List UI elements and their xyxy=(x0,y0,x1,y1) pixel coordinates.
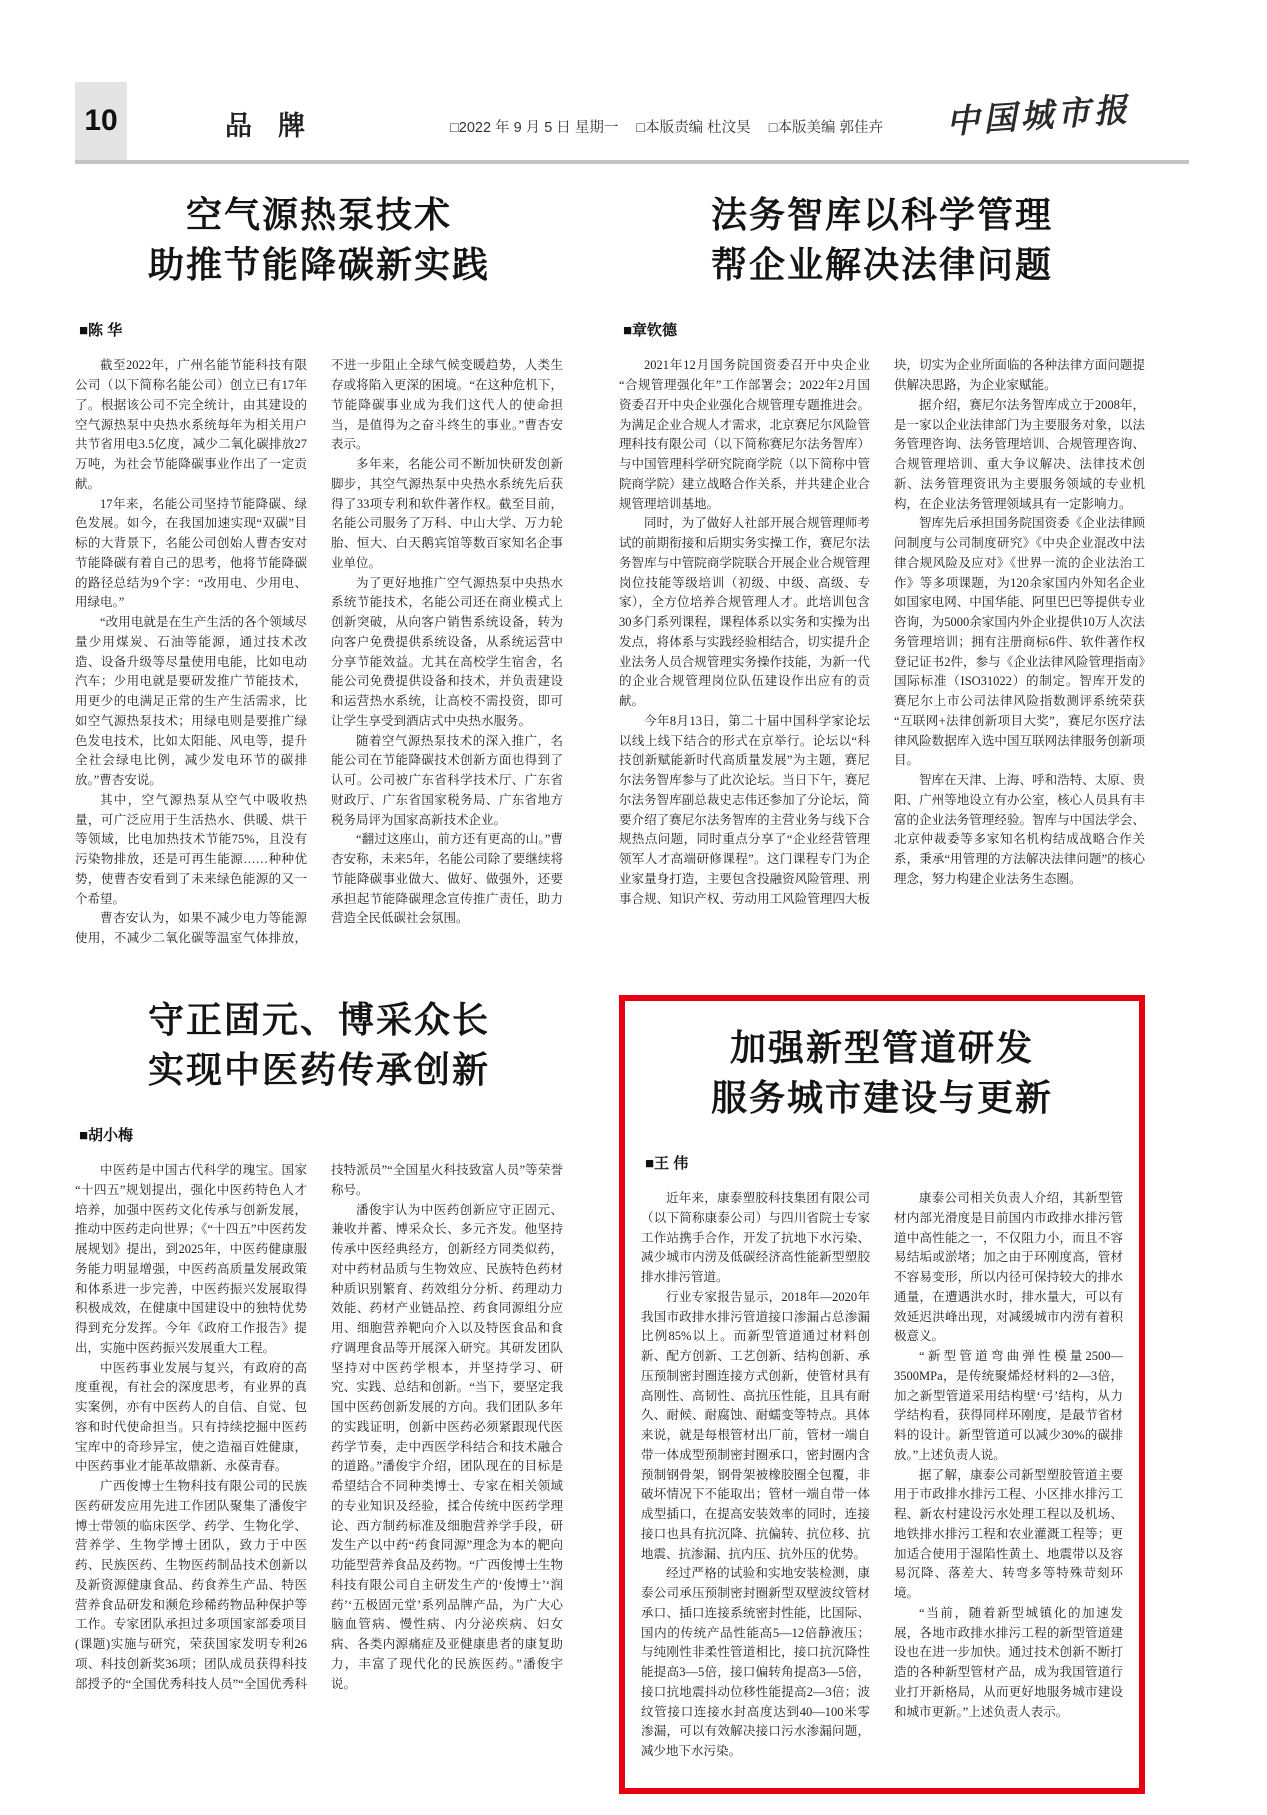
paragraph: 中医药事业发展与复兴，有政府的高度重视，有社会的深度思考，有业界的真实案例，亦有中医药人的自信、自觉、包容和时代使命担当。只有持续挖掘中医药宝库中的奇珍异宝，使之造福百姓健康，中医药事业才能革故鼎新、永葆青春。 xyxy=(75,1360,307,1474)
paragraph: 2021年12月国务院国资委召开中央企业“合规管理强化年”工作部署会；2022年2月国资委召开中央企业强化合规管理专题推进会。为满足企业合规人才需求，北京赛尼尔风险管理科技有限公司（以下简称赛尼尔法务智库）与中国管理科学研究院商学院（以下简称中管院商学院）建立战略合作关系，并共建企业合规管理培训基地。 xyxy=(619,358,870,511)
title-line: 守正固元、博采众长 xyxy=(147,998,490,1040)
paragraph: 智库先后承担国务院国资委《企业法律顾问制度与公司制度研究》《中央企业混改中法律合规风险及应对》《世界一流的企业法治工作》等多项课题，为120余家国内外知名企业如国家电网、中国华能、阿里巴巴等提供专业咨询，为5000余家国内外企业提供10万人次法务管理培训；拥有注册商标6件、软件著作权登记证书2件，参与《企业法律风险管理指南》国际标准（ISO31022）的制定。智库开发的赛尼尔上市公司法律风险指数测评系统荣获“互联网+法律创新项目大奖”，赛尼尔医疗法律风险数据库入选中国互联网法律服务创新项目。 xyxy=(894,516,1145,768)
paragraph: 据介绍，赛尼尔法务智库成立于2008年，是一家以企业法律部门为主要服务对象，以法务管理咨询、法务管理培训、合规管理咨询、合规管理培训、重大争议解决、法律技术创新、法务管理资讯为主要服务领域的专业机构，在企业法务管理领域具有一定影响力。 xyxy=(894,397,1145,511)
article-body xyxy=(641,1189,1123,1762)
byline: ■王 伟 xyxy=(645,1155,689,1173)
paragraph: 康泰公司相关负责人介绍，其新型管材内部光滑度是目前国内市政排水排污管道中高性能之一，不仅阻力小，而且不容易结垢或淤堵；加之由于环刚度高，管材不容易变形，所以内径可保持较大的排水通量，在遭遇洪水时，排水量大，可以有效延迟洪峰出现，对减缓城市内涝有着积极意义。 xyxy=(894,1191,1123,1344)
title-line: 加强新型管道研发 xyxy=(729,1026,1034,1068)
paragraph: 17年来，名能公司坚持节能降碳、绿色发展。如今，在我国加速实现“双碳”目标的大背景下，名能公司创始人曹杏安对节能降碳有着自己的思考，他将节能降碳的路径总结为9个字：“改用电、少用电、用绿电。” xyxy=(75,496,307,610)
byline: ■胡小梅 xyxy=(79,1127,134,1145)
paragraph: 同时，为了做好人社部开展合规管理师考试的前期衔接和后期实务实操工作，赛尼尔法务智库与中管院商学院联合开展企业合规管理岗位技能等级培训（初级、中级、高级、专家），全方位培养合规管理人才。此培训包含30多门系列课程，课程体系以实务和实操为出发点，将体系与实践经验相结合，切实提升企业法务人员合规管理实务操作技能，为新一代的企业合规管理岗位队伍建设作出应有的贡献。 xyxy=(619,516,870,709)
article-title xyxy=(619,190,1145,289)
page-editor: □本版责编 杜汶昊 xyxy=(636,120,751,136)
paragraph: 多年来，名能公司不断加快研发创新脚步，其空气源热泵中央热水系统先后获得了33项专利和软件著作权。截至目前，名能公司服务了万科、中山大学、万力轮胎、恒大、白天鹅宾馆等数百家知名企事业单位。 xyxy=(331,457,563,570)
article-new-pipeline-highlighted xyxy=(619,995,1145,1794)
top-section xyxy=(75,190,1189,949)
paragraph: 经过严格的试验和实地安装检测，康泰公司承压预制密封圈新型双壁波纹管材承口、插口连接系统密封性能，比国际、国内的传统产品性能高5—12倍静液压；与纯刚性非柔性管道相比，接口抗沉降性能提高3—5倍，接口偏转角提高3—5倍，接口抗地震抖动位移性能提高2—3倍；波纹管接口连接水封高度达到40—100米零渗漏，可以有效解决接口污水渗漏问题，减少地下水污染。 xyxy=(641,1566,870,1759)
section-title: 品牌 xyxy=(225,111,331,141)
paragraph: 随着空气源热泵技术的深入推广，名能公司在节能降碳技术创新方面也得到了认可。公司被广东省科学技术厅、广东省财政厅、广东省国家税务局、广东省地方税务局评为国家高新技术企业。 xyxy=(331,733,563,827)
article-body xyxy=(75,356,563,949)
article-heat-pump xyxy=(75,190,563,949)
title-line: 服务城市建设与更新 xyxy=(710,1076,1053,1118)
dateline xyxy=(450,116,897,137)
paragraph: 中医药是中国古代科学的瑰宝。国家“十四五”规划提出，强化中医药特色人才培养，加强中医药文化传承与创新发展，推动中医药走向世界；《“十四五”中医药发展规划》提出，到2025年，中医药健康服务能力明显增强，中医药高质量发展政策和体系进一步完善，中医药振兴发展取得积极成效，在健康中国建设中的独特优势得到充分发挥。今年《政府工作报告》提出，实施中医药振兴发展重大工程。 xyxy=(75,1163,307,1355)
article-legal-thinktank xyxy=(619,190,1145,909)
article-title xyxy=(75,995,563,1094)
paragraph: 为了更好地推广空气源热泵中央热水系统节能技术，名能公司还在商业模式上创新突破，从向客户销售系统设备，转为向客户免费提供系统设备，从系统运营中分享节能效益。尤其在高校学生宿舍，名能公司免费提供设备和技术，并负责建设和运营热水系统，让高校不需投资，即可让学生享受到酒店式中央热水服务。 xyxy=(331,575,563,728)
paragraph: 潘俊宇认为中医药创新应守正固元、兼收并蓄、博采众长、多元齐发。他坚持传承中医经典经方，创新经方同类似药，对中药材品质与生物效应、民族特色药材种质识别繁育、药效组分分析、药理动力效能、药材产业链品控、药食同源组分应用、细胞营养靶向介入以及特医食品和食疗调理食品等开展深入研究。其研发团队坚持对中医药学根本，并坚持学习、研究、实践、总结和创新。“当下，要坚定我国中医药创新发展的方向。我们团队多年的实践证明，创新中医药必须紧跟现代医药学节奏，走中西医学科结合和技术融合的道路。”潘俊宇介绍，团队现在的目标是希望结合不同种类博士、专家在相关领域的专业知识及经验，揉合传统中医药学理论、西方制药标准及细胞营养学手段，研发生产以中药“药食同源”理念为本的靶向功能型营养食品及药物。“广西俊博士生物科技有限公司自主研发生产的‘俊博士’‘润药’‘五极固元堂’系列品牌产品，为广大心脑血管病、慢性病、内分泌疾病、妇女病、各类内源痛症及亚健康患者的康复助力，丰富了现代化的民族医药。”潘俊宇说。 xyxy=(331,1202,563,1691)
publish-date: □2022 年 9 月 5 日 星期一 xyxy=(450,120,619,136)
paragraph: 智库在天津、上海、呼和浩特、太原、贵阳、广州等地设立有办公室，核心人员具有丰富的企业法务管理经验。智库与中国法学会、北京仲裁委等多家知名机构结成战略合作关系，秉承“用管理的方法解决法律问题”的核心理念，努力构建企业法务生态圈。 xyxy=(894,773,1145,886)
article-tcm-innovation xyxy=(75,995,563,1695)
paragraph: 今年8月13日，第二十届中国科学家论坛以线上线下结合的形式在京举行。论坛以“科技创新赋能新时代高质量发展”为主题，赛尼尔法务智库参与了此次论坛。当日下午，赛尼尔法务智库副总裁史志伟还参加了分论坛，简要介绍了赛尼尔法务智库的主营业务与线下合规热点问题，同时重点分享了“企业经营管理领军人才高端研修课程”。这门课程专门为企业家量身打造，主要包含投融资风险管理、刑事合规、知识产权、劳动用工风险管理四大板块，切实为企业所面临的各种法律方面问题提供解决思路，为企业家赋能。 xyxy=(619,358,1145,906)
paragraph: 曹杏安认为，如果不减少电力等能源使用，不减少二氧化碳等温室气体排放，不进一步阻止全球气候变暖趋势，人类生存或将陷入更深的困境。“在这种危机下，节能降碳事业成为我们这代人的使命担当，是值得为之奋斗终生的事业。”曹杏安表示。 xyxy=(75,358,563,946)
paragraph: 广西俊博士生物科技有限公司的民族医药研发应用先进工作团队聚集了潘俊宇博士带领的临床医学、药学、生物化学、营养学、生物学博士团队，致力于中医药、民族医药、生物医药制品技术创新以及新资源健康食品、药食养生产品、特医营养食品研发和濒危珍稀药物品种保护等工作。专家团队承担过多项国家部委项目(课题)实施与研究，荣获国家发明专利26项、科技创新奖36项；团队成员获得科技部授予的“全国优秀科技人员”“全国优秀科技特派员”“全国星火科技致富人员”等荣誉称号。 xyxy=(75,1163,563,1691)
paragraph: 其中，空气源热泵从空气中吸收热量，可广泛应用于生活热水、供暖、烘干等领域，比电加热技术节能75%，且没有污染物排放，还是可再生能源……种种优势，使曹杏安看到了未来绿色能源的又一个希望。 xyxy=(75,792,307,906)
page-number: 10 xyxy=(75,82,127,160)
paragraph: “新型管道弯曲弹性模量2500—3500MPa，是传统聚烯烃材料的2—3倍，加之新型管道采用结构壁‘弓’结构，从力学结构看，获得同样环刚度，是最节省材料的设计。新型管道可以减少30%的碳排放。”上述负责人说。 xyxy=(894,1349,1123,1462)
bottom-section xyxy=(75,995,1189,1794)
article-title xyxy=(641,1023,1123,1122)
paragraph: “当前，随着新型城镇化的加速发展，各地市政排水排污工程的新型管道建设也在进一步加快。通过技术创新不断打造的各种新型管材产品，成为我国管道行业打开新格局，从而更好地服务城市建设和城市更新。”上述负责人表示。 xyxy=(894,1605,1123,1719)
paragraph: 行业专家报告显示，2018年—2020年我国市政排水排污管道接口渗漏占总渗漏比例85%以上。而新型管道通过材料创新、配方创新、工艺创新、结构创新、承压预制密封圈连接方式创新，使管材具有高刚性、高韧性、高抗压性能，且具有耐久、耐候、耐腐蚀、耐蠕变等特点。具体来说，就是每根管材出厂前，管材一端自带一体成型预制密封圈承口，密封圈内含预制钢骨架，钢骨架被橡胶圈全包覆，非破坏情况下不能取出；管材一端自带一体成型插口，在提高安装效率的同时，连接接口也具有抗沉降、抗偏转、抗位移、抗地震、抗渗漏、抗内压、抗外压的优势。 xyxy=(641,1289,870,1561)
title-line: 法务智库以科学管理 xyxy=(710,194,1053,235)
paragraph: “改用电就是在生产生活的各个领域尽量少用煤炭、石油等能源，通过技术改造、设备升级等尽量使用电能，比如电动汽车；少用电就是要研发推广节能技术，用更少的电满足正常的生产生活需求，比如空气源热泵技术；用绿电则是要推广绿色发电技术，比如太阳能、风电等，提升全社会绿电比例，减少发电环节的碳排放。”曹杏安说。 xyxy=(75,615,307,788)
paragraph: 截至2022年，广州名能节能科技有限公司（以下简称名能公司）创立已有17年了。根据该公司不完全统计，由其建设的空气源热泵中央热水系统每年为相关用户共节省用电3.5亿度，减少二氧化碳排放27万吨，为社会节能降碳事业作出了一定贡献。 xyxy=(75,358,307,491)
article-body xyxy=(75,1161,563,1694)
page-header xyxy=(75,88,1189,152)
page-designer: □本版美编 郭佳卉 xyxy=(768,120,883,136)
header-divider xyxy=(75,160,1189,164)
newspaper-masthead: 中国城市报 xyxy=(945,89,1133,142)
title-line: 助推节能降碳新实践 xyxy=(147,243,490,285)
title-line: 实现中医药传承创新 xyxy=(147,1048,490,1090)
paragraph: 近年来，康泰塑胶科技集团有限公司（以下简称康泰公司）与四川省院士专家工作站携手合作，开发了抗地下水污染、减少城市内涝及低碳经济高性能新型塑胶排水排污管道。 xyxy=(641,1191,870,1285)
article-title xyxy=(75,190,563,289)
title-line: 空气源热泵技术 xyxy=(185,194,452,235)
paragraph: “翻过这座山，前方还有更高的山。”曹杏安称，未来5年，名能公司除了要继续将节能降碳事业做大、做好、做强外，还要承担起节能降碳理念宣传推广责任，助力营造全民低碳社会氛围。 xyxy=(331,832,563,926)
byline: ■章钦德 xyxy=(623,322,678,340)
paragraph: 据了解，康泰公司新型塑胶管道主要用于市政排水排污工程、小区排水排污工程、新农村建设污水处理工程以及机场、地铁排水排污工程和农业灌溉工程等；更加适合使用于湿陷性黄土、地震带以及容易沉降、落差大、转弯多等特殊苛刻环境。 xyxy=(894,1467,1123,1601)
byline: ■陈 华 xyxy=(79,322,123,340)
title-line: 帮企业解决法律问题 xyxy=(710,243,1053,285)
article-body xyxy=(619,356,1145,909)
